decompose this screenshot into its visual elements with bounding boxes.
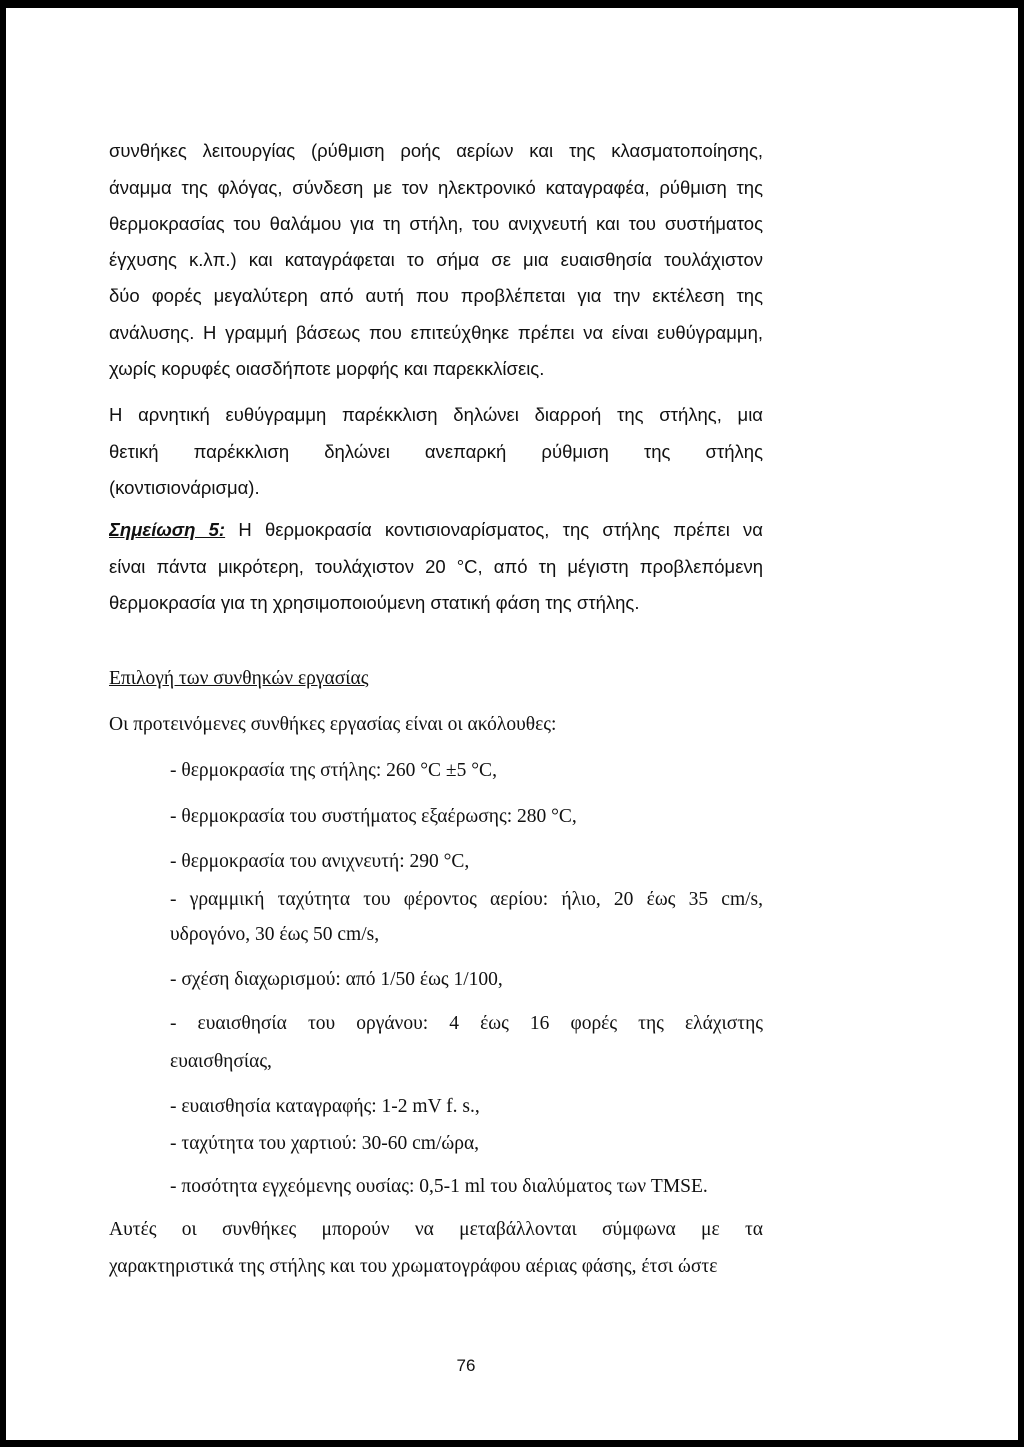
paragraph-line: Αυτές οι συνθήκες μπορούν να μεταβάλλονται σύμφωνα με τα [109, 1219, 763, 1240]
list-item: - σχέση διαχωρισμού: από 1/50 έως 1/100, [170, 969, 503, 990]
paragraph-line: συνθήκες λειτουργίας (ρύθμιση ροής αερίων και της κλασματοποίησης, [109, 140, 763, 161]
list-item: - ποσότητα εγχεόμενης ουσίας: 0,5-1 ml του διαλύματος των TMSE. [170, 1176, 708, 1197]
paragraph-line: Οι προτεινόμενες συνθήκες εργασίας είναι οι ακόλουθες: [109, 714, 557, 735]
note-label: Σημείωση 5: [109, 519, 226, 540]
paragraph-line: χαρακτηριστικά της στήλης και του χρωματογράφου αέριας φάσης, έτσι ώστε [109, 1256, 718, 1277]
paragraph-line: χωρίς κορυφές οιασδήποτε μορφής και παρεκκλίσεις. [109, 358, 545, 379]
paragraph-line: άναμμα της φλόγας, σύνδεση με τον ηλεκτρονικό καταγραφέα, ρύθμιση της [109, 177, 763, 198]
list-item: - θερμοκρασία του ανιχνευτή: 290 °C, [170, 851, 470, 872]
note-line [109, 518, 763, 542]
note-text: Η θερμοκρασία κοντισιοναρίσματος, της στήλης πρέπει να [225, 519, 763, 540]
document-page [6, 8, 1018, 1440]
list-item: - θερμοκρασία του συστήματος εξαέρωσης: 280 °C, [170, 806, 577, 827]
paragraph-line: (κοντισιονάρισμα). [109, 477, 260, 498]
list-item: - γραμμική ταχύτητα του φέροντος αερίου: ήλιο, 20 έως 35 cm/s, [170, 889, 763, 910]
page-number: 76 [456, 1356, 476, 1375]
paragraph-line: θερμοκρασίας του θαλάμου για τη στήλη, του ανιχνευτή και του συστήματος [109, 213, 763, 234]
list-item: - ευαισθησία του οργάνου: 4 έως 16 φορές της ελάχιστης [170, 1013, 763, 1034]
paragraph-line: έγχυσης κ.λπ.) και καταγράφεται το σήμα σε μια ευαισθησία τουλάχιστον [109, 249, 763, 270]
list-item: - θερμοκρασία της στήλης: 260 °C ±5 °C, [170, 760, 497, 781]
list-item: - ταχύτητα του χαρτιού: 30-60 cm/ώρα, [170, 1133, 480, 1154]
paragraph-line: Η αρνητική ευθύγραμμη παρέκκλιση δηλώνει διαρροή της στήλης, μια [109, 404, 763, 425]
section-heading: Επιλογή των συνθηκών εργασίας [109, 668, 369, 689]
paragraph-line: δύο φορές μεγαλύτερη από αυτή που προβλέπεται για την εκτέλεση της [109, 285, 763, 306]
paragraph-line: θερμοκρασία για τη χρησιμοποιούμενη στατική φάση της στήλης. [109, 592, 640, 613]
list-item: - ευαισθησία καταγραφής: 1-2 mV f. s., [170, 1096, 480, 1117]
paragraph-line: θετική παρέκκλιση δηλώνει ανεπαρκή ρύθμιση της στήλης [109, 441, 763, 462]
paragraph-line: είναι πάντα μικρότερη, τουλάχιστον 20 °C, από τη μέγιστη προβλεπόμενη [109, 556, 763, 577]
list-item-continuation: υδρογόνο, 30 έως 50 cm/s, [170, 924, 380, 945]
list-item-continuation: ευαισθησίας, [170, 1051, 272, 1072]
paragraph-line: ανάλυσης. Η γραμμή βάσεως που επιτεύχθηκε πρέπει να είναι ευθύγραμμη, [109, 322, 763, 343]
